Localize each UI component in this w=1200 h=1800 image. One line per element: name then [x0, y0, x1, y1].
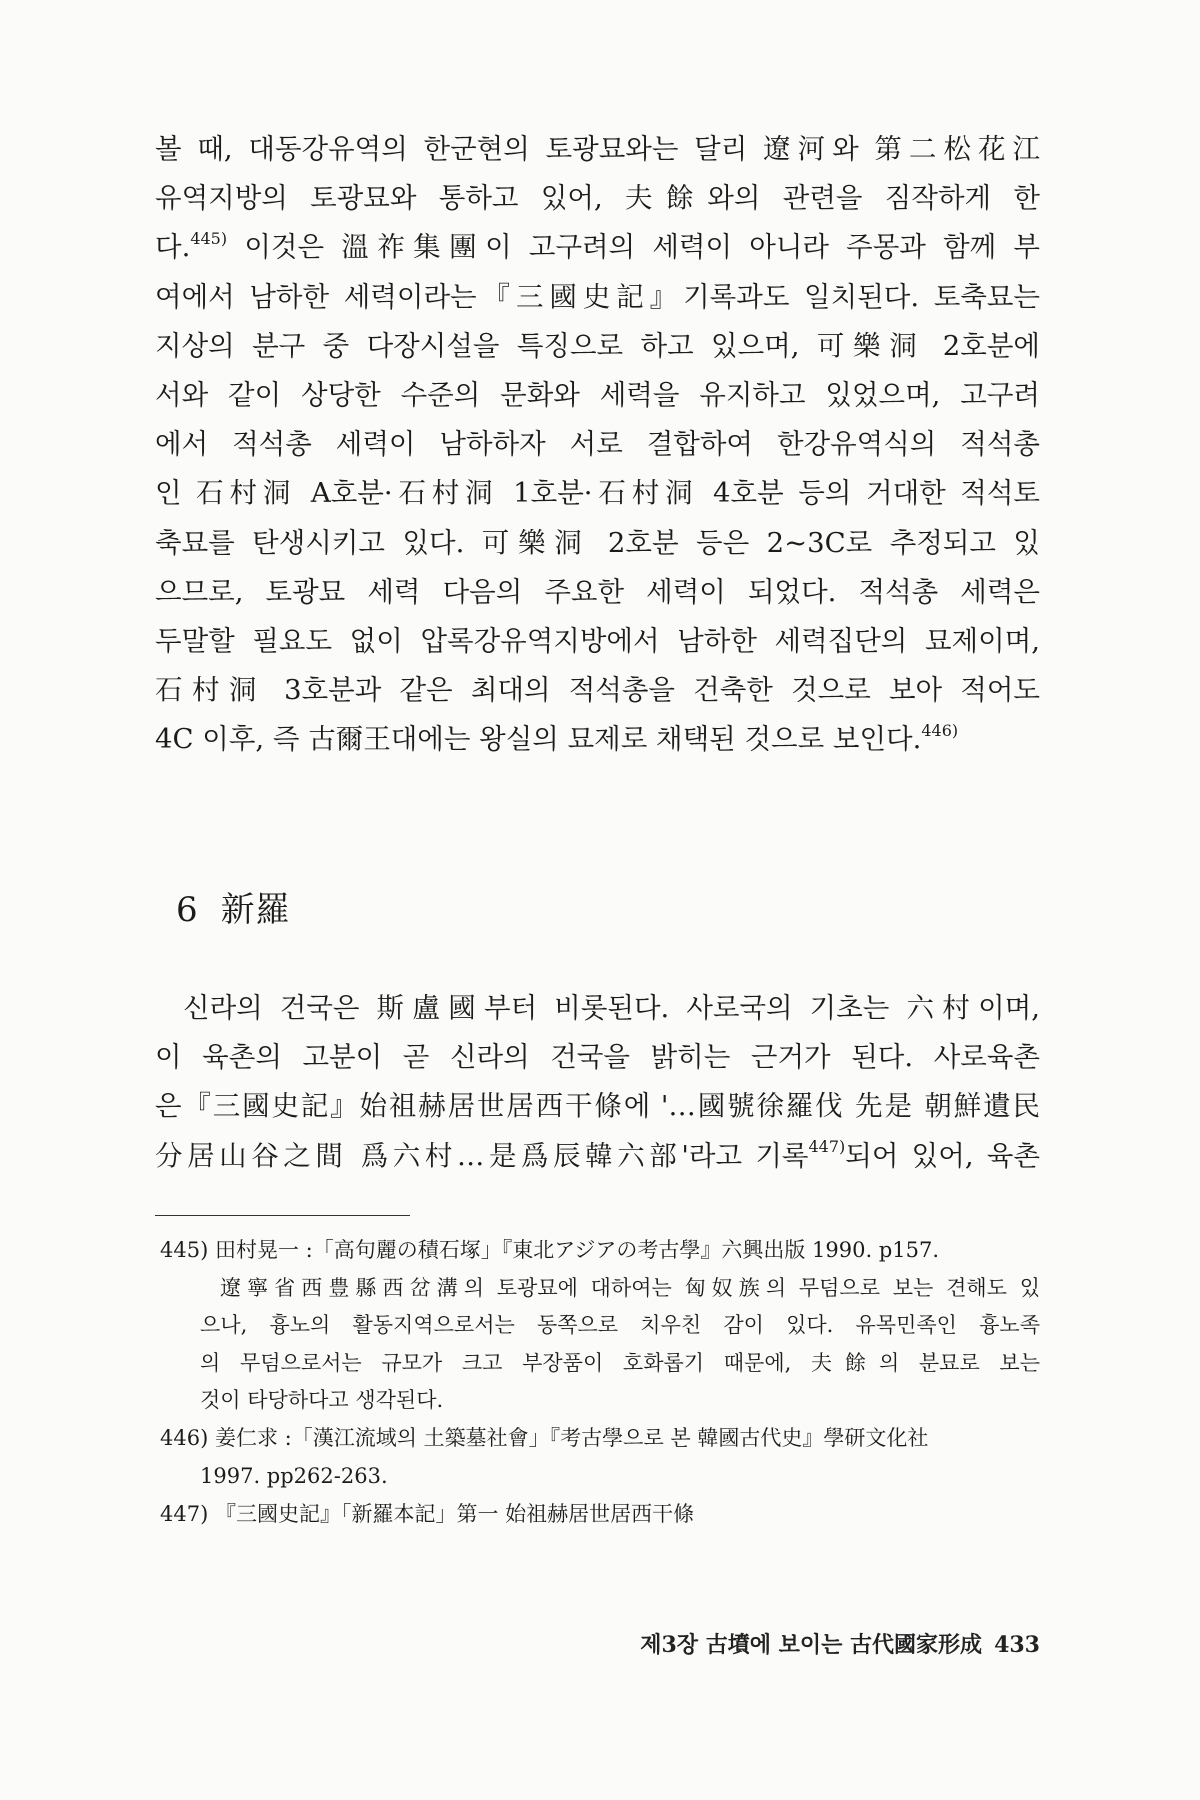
footnote-text: 姜仁求 :「漢江流域의 土築墓社會」『考古學으로 본 韓國古代史』學研文化社 [214, 1426, 929, 1450]
text-line: 은『三國史記』始祖赫居世居西干條에 '…國號徐羅伐 先是 朝鮮遺民 [155, 1090, 1040, 1123]
footnote-text: 田村晃一 :「高句麗の積石塚」『東北アジアの考古學』六興出版 1990. p157. [214, 1238, 940, 1262]
text-line: 石村洞 3호분과 같은 최대의 적석총을 건축한 것으로 보아 적어도 [155, 674, 1040, 707]
footnote-line [160, 1496, 1040, 1534]
footnote-line: 으나, 흉노의 활동지역으로서는 동쪽으로 치우친 감이 있다. 유목민족인 흉노족 [200, 1313, 1040, 1337]
footnote-447 [160, 1496, 1040, 1534]
paragraph-goguryeo-baekje [155, 125, 1040, 764]
text-line: 지상의 분구 중 다장시설을 특징으로 하고 있으며, 可樂洞 2호분에 [155, 329, 1040, 362]
line-rest: 이것은 溫祚集團이 고구려의 세력이 아니라 주몽과 함께 부 [244, 231, 1040, 264]
footnote-ref-446[interactable]: 446) [921, 721, 959, 741]
footnote-line [160, 1420, 1040, 1458]
footnote-text: 『三國史記』「新羅本記」第一 始祖赫居世居西干條 [214, 1502, 695, 1526]
footnote-445 [160, 1232, 1040, 1420]
footnote-line: 1997. pp262-263. [200, 1463, 388, 1488]
section-heading [176, 882, 291, 931]
text-line: 여에서 남하한 세력이라는『三國史記』기록과도 일치된다. 토축묘는 [155, 280, 1040, 313]
text-line: 이 육촌의 고분이 곧 신라의 건국을 밝히는 근거가 된다. 사로육촌 [155, 1041, 1040, 1074]
text-line [155, 1132, 1040, 1181]
section-number: 6 [176, 890, 199, 930]
footnote-line [160, 1232, 1040, 1270]
running-footer [640, 1628, 1040, 1659]
text-line: 축묘를 탄생시키고 있다. 可樂洞 2호분 등은 2~3C로 추정되고 있 [155, 526, 1040, 559]
footnote-line: 遼寧省西豊縣西岔溝의 토광묘에 대하여는 匈奴族의 무덤으로 보는 견해도 있 [220, 1275, 1040, 1300]
footnote-mark: 446) [160, 1426, 209, 1450]
line-prefix: 다. [155, 231, 191, 264]
text-line: 신라의 건국은 斯盧國부터 비롯된다. 사로국의 기초는 六村이며, [183, 992, 1040, 1024]
line-suffix: 되어 있어, 육촌 [845, 1139, 1040, 1172]
text-line: 인 石村洞 A호분·石村洞 1호분·石村洞 4호분 등의 거대한 적석토 [155, 477, 1040, 510]
footnote-ref-447[interactable]: 447) [808, 1137, 846, 1157]
chapter-title: 제3장 古墳에 보이는 古代國家形成 [640, 1632, 983, 1658]
text-line: 서와 같이 상당한 수준의 문화와 세력을 유지하고 있었으며, 고구려 [155, 378, 1040, 411]
text-line: 볼 때, 대동강유역의 한군현의 토광묘와는 달리 遼河와 第二松花江 [155, 133, 1040, 165]
footnote-ref-445[interactable]: 445) [190, 229, 228, 249]
text-line: 두말할 필요도 없이 압록강유역지방에서 남하한 세력집단의 묘제이며, [155, 624, 1040, 657]
footnote-line: 의 무덤으로서는 규모가 크고 부장품이 호화롭기 때문에, 夫餘의 분묘로 보는 [200, 1350, 1040, 1375]
text-line [155, 223, 1040, 272]
text-line: 에서 적석총 세력이 남하하자 서로 결합하여 한강유역식의 적석총 [155, 428, 1040, 461]
text-line: 유역지방의 토광묘와 통하고 있어, 夫餘와의 관련을 짐작하게 한 [155, 182, 1040, 215]
footnote-divider [155, 1215, 410, 1216]
footnote-line: 것이 타당하다고 생각된다. [200, 1388, 444, 1412]
text-line: 으므로, 토광묘 세력 다음의 주요한 세력이 되었다. 적석총 세력은 [155, 575, 1040, 608]
paragraph-silla [155, 984, 1040, 1181]
section-title: 新羅 [220, 890, 291, 930]
footnote-mark: 445) [160, 1238, 209, 1262]
page-number: 433 [994, 1632, 1040, 1658]
line-text: 分居山谷之間 爲六村…是爲辰韓六部'라고 기록 [155, 1139, 809, 1172]
text-line [155, 715, 1040, 764]
footnote-mark: 447) [160, 1502, 209, 1526]
line-text: 4C 이후, 즉 古爾王대에는 왕실의 묘제로 채택된 것으로 보인다. [155, 723, 922, 756]
footnote-446 [160, 1420, 1040, 1495]
